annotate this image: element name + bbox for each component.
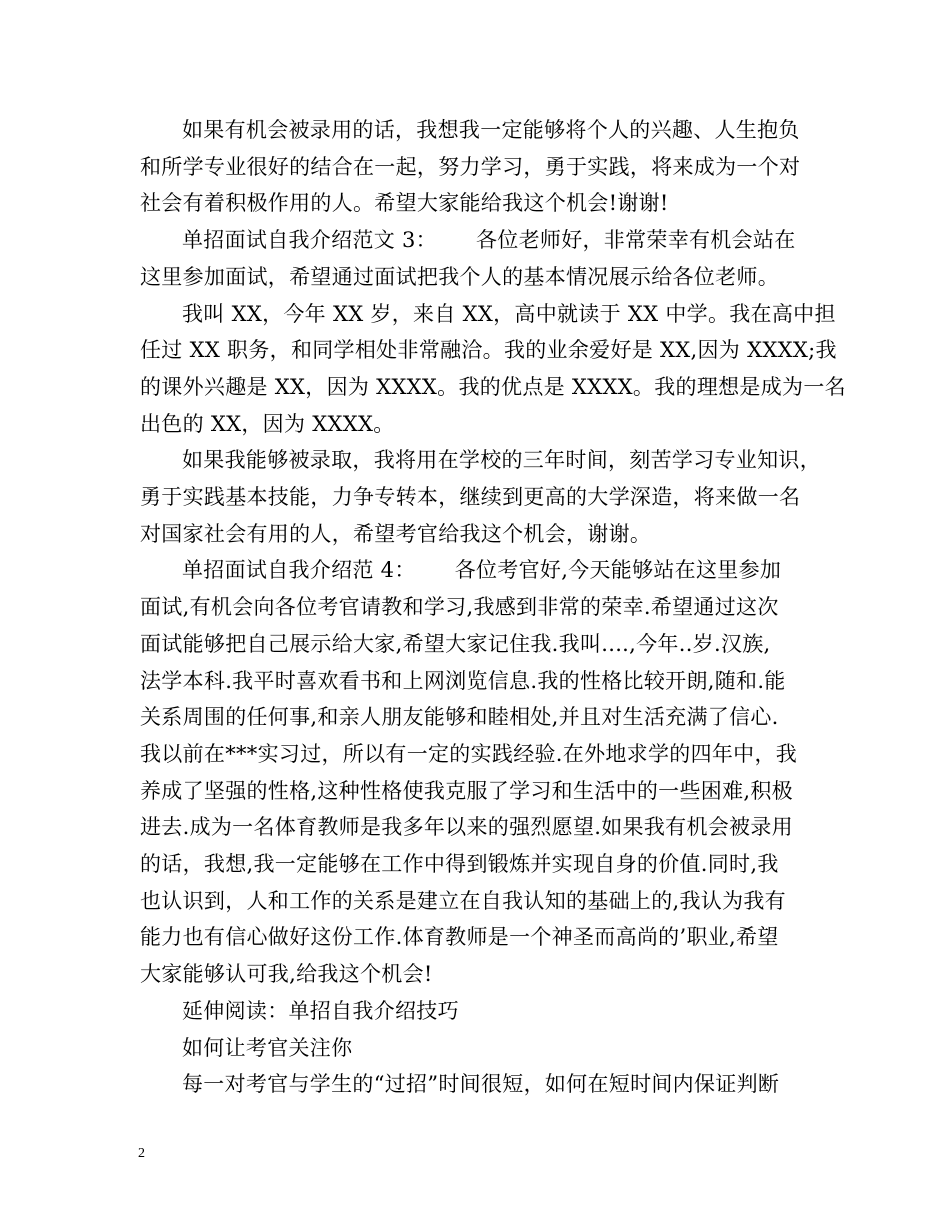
text-line: 勇于实践基本技能，力争专转本，继续到更高的大学深造，将来做一名 [140, 485, 801, 510]
text-line: 大家能够认可我,给我这个机会! [140, 962, 433, 987]
document-body [140, 112, 846, 1103]
text-line: 任过 XX 职务，和同学相处非常融洽。我的业余爱好是 XX,因为 XXXX;我 [140, 338, 837, 363]
text-line: 和所学专业很好的结合在一起，努力学习，勇于实践，将来成为一个对 [140, 154, 801, 179]
paragraph [140, 993, 816, 1030]
paragraph [140, 1030, 816, 1067]
paragraph [140, 296, 846, 443]
paragraph [140, 1066, 816, 1103]
text-line: 单招面试自我介绍范文 3： 各位老师好，非常荣幸有机会站在 [182, 228, 796, 253]
text-line: 对国家社会有用的人，希望考官给我这个机会，谢谢。 [140, 521, 652, 546]
text-line: 这里参加面试，希望通过面试把我个人的基本情况展示给各位老师。 [140, 264, 779, 289]
text-line: 出色的 XX，因为 XXXX。 [140, 411, 395, 436]
text-line: 如何让考官关注你 [182, 1035, 353, 1060]
text-line: 我以前在***实习过，所以有一定的实践经验.在外地求学的四年中，我 [140, 741, 798, 766]
text-line: 如果有机会被录用的话，我想我一定能够将个人的兴趣、人生抱负 [182, 118, 800, 142]
text-line: 关系周围的任何事,和亲人朋友能够和睦相处,并且对生活充满了信心. [140, 705, 779, 730]
text-line: 能力也有信心做好这份工作.体育教师是一个神圣而高尚的’职业,希望 [140, 925, 779, 950]
text-line: 也认识到，人和工作的关系是建立在自我认知的基础上的,我认为我有 [140, 888, 786, 913]
text-line: 面试,有机会向各位考官请教和学习,我感到非常的荣幸.希望通过这次 [140, 595, 779, 620]
text-line: 单招面试自我介绍范 4： 各位考官好,今天能够站在这里参加 [182, 558, 782, 583]
text-line: 法学本科.我平时喜欢看书和上网浏览信息.我的性格比较开朗,随和.能 [140, 668, 786, 693]
paragraph [140, 442, 821, 552]
page-number: 2 [138, 1146, 145, 1161]
text-line: 我叫 XX，今年 XX 岁，来自 XX，高中就读于 XX 中学。我在高中担 [182, 301, 836, 326]
text-line: 面试能够把自己展示给大家,希望大家记住我.我叫....,今年..岁.汉族, [140, 631, 771, 656]
text-line: 的课外兴趣是 XX，因为 XXXX。我的优点是 XXXX。我的理想是成为一名 [140, 374, 846, 399]
text-line: 的话，我想,我一定能够在工作中得到锻炼并实现自身的价值.同时,我 [140, 852, 779, 877]
text-line: 每一对考官与学生的“过招”时间很短，如何在短时间内保证判断 [182, 1072, 780, 1097]
paragraph [140, 222, 816, 295]
text-line: 养成了坚强的性格,这种性格使我克服了学习和生活中的一些困难,积极 [140, 778, 793, 803]
text-line: 社会有着积极作用的人。希望大家能给我这个机会!谢谢! [140, 191, 669, 216]
paragraph [140, 552, 816, 992]
paragraph [140, 112, 816, 222]
text-line: 延伸阅读：单招自我介绍技巧 [182, 998, 459, 1023]
text-line: 进去.成为一名体育教师是我多年以来的强烈愿望.如果我有机会被录用 [140, 815, 793, 840]
text-line: 如果我能够被录取，我将用在学校的三年时间，刻苦学习专业知识， [182, 448, 821, 473]
